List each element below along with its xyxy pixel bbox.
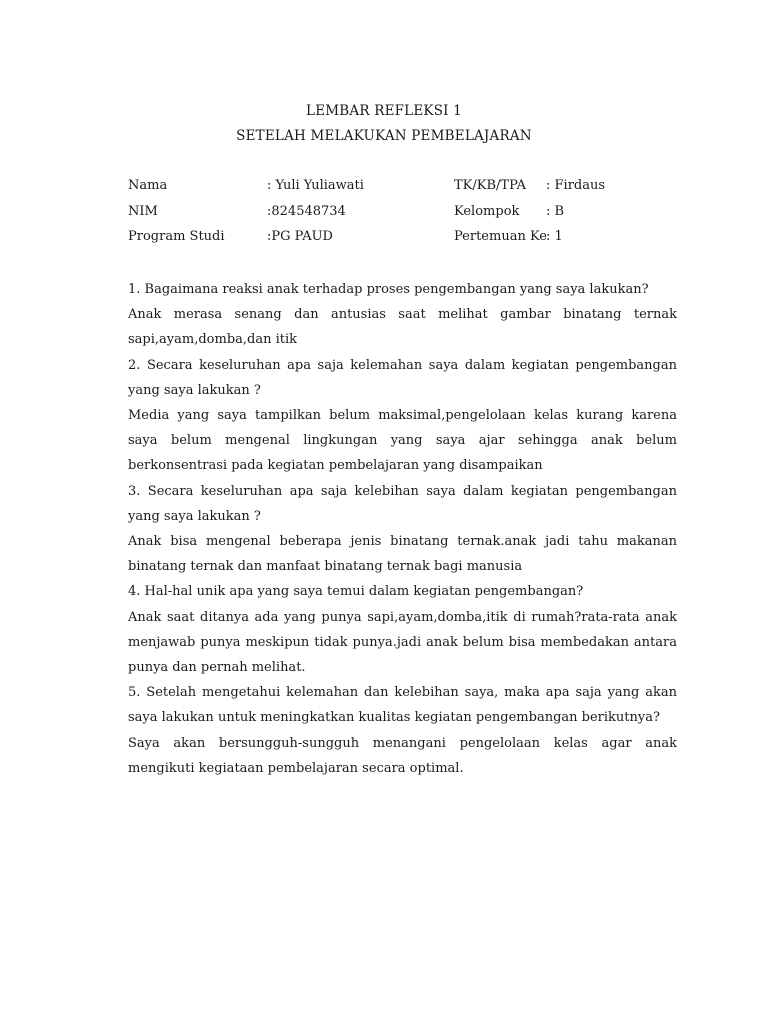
label-tk-kb-tpa: TK/KB/TPA	[454, 178, 527, 193]
question-1: 1. Bagaimana reaksi anak terhadap proses pengembangan yang saya lakukan?	[128, 282, 649, 297]
identity-row-program-studi	[128, 229, 688, 255]
label-program-studi: Program Studi	[128, 229, 225, 244]
reflection-body	[128, 277, 677, 781]
question-3: 3. Secara keseluruhan apa saja kelebihan saya dalam kegiatan pengembangan yang saya lakukan ?	[128, 483, 677, 524]
answer-2: Media yang saya tampilkan belum maksimal,pengelolaan kelas kurang karena saya belum mengenal lingkungan yang saya ajar sehingga anak belum berkonsentrasi pada kegiatan pembelajaran yang disampaikan	[128, 408, 677, 474]
label-nim: NIM	[128, 203, 158, 219]
answer-3: Anak bisa mengenal beberapa jenis binatang ternak.anak jadi tahu makanan binatang ternak dan manfaat binatang ternak bagi manusia	[128, 534, 677, 575]
value-nama: : Yuli Yuliawati	[267, 178, 364, 193]
answer-5: Saya akan bersungguh-sungguh menangani pengelolaan kelas agar anak mengikuti kegiataan pembelajaran secara optimal.	[128, 735, 677, 776]
question-2: 2. Secara keseluruhan apa saja kelemahan saya dalam kegiatan pengembangan yang saya lakukan ?	[128, 357, 677, 398]
answer-1: Anak merasa senang dan antusias saat melihat gambar binatang ternak sapi,ayam,domba,dan itik	[128, 307, 677, 348]
label-kelompok: Kelompok	[454, 203, 520, 219]
identity-row-nim	[128, 204, 688, 230]
identity-row-nama	[128, 178, 688, 204]
document-subtitle: SETELAH MELAKUKAN PEMBELAJARAN	[236, 128, 532, 144]
value-tk-kb-tpa: : Firdaus	[546, 178, 606, 193]
value-nim: :824548734	[267, 203, 346, 219]
value-kelompok: : B	[546, 203, 565, 219]
identity-table	[128, 178, 688, 255]
question-4: 4. Hal-hal unik apa yang saya temui dalam kegiatan pengembangan?	[128, 584, 584, 600]
label-nama: Nama	[128, 178, 168, 193]
document-title: LEMBAR REFLEKSI 1	[306, 103, 462, 119]
question-5: 5. Setelah mengetahui kelemahan dan kelebihan saya, maka apa saja yang akan saya lakukan untuk meningkatkan kualitas kegiatan pengembangan berikutnya?	[128, 685, 677, 726]
value-pertemuan: : 1	[546, 229, 563, 244]
label-pertemuan: Pertemuan Ke	[454, 229, 547, 244]
value-program-studi: :PG PAUD	[267, 229, 333, 244]
answer-4: Anak saat ditanya ada yang punya sapi,ayam,domba,itik di rumah?rata-rata anak menjawab punya meskipun tidak punya.jadi anak belum bisa membedakan antara punya dan pernah melihat.	[128, 609, 677, 676]
